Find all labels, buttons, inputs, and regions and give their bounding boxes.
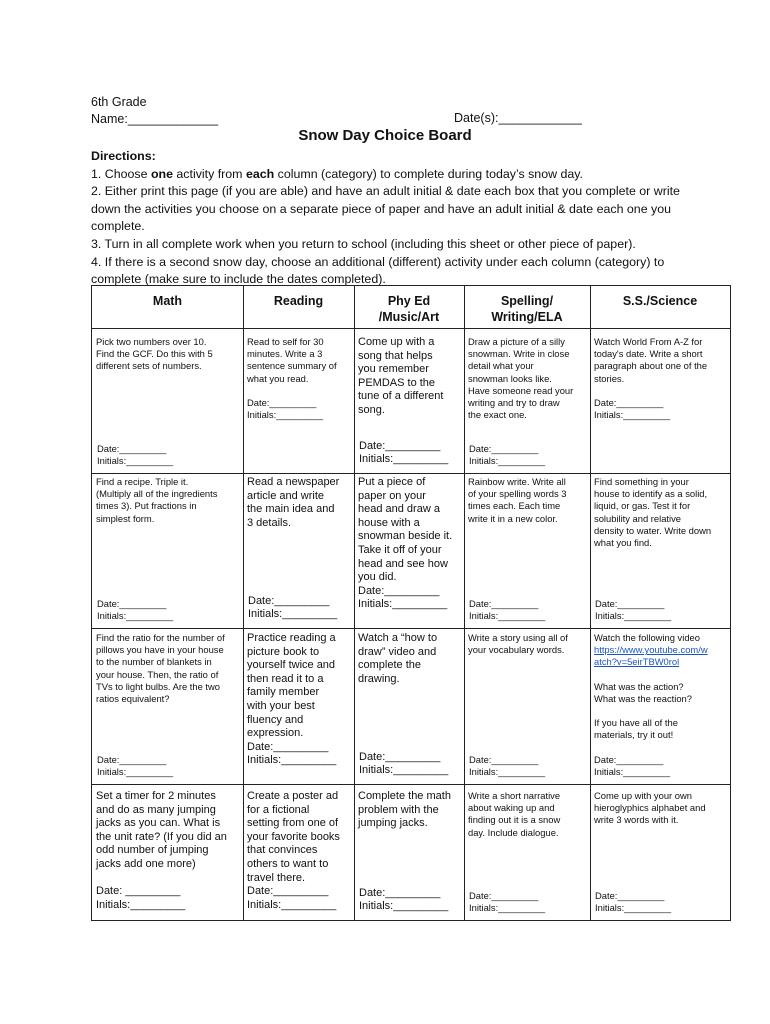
activity-text: Rainbow write. Write all of your spelling words 3 times each. Each time write it in a new color.: [468, 476, 567, 524]
activity-text: Write a short narrative about waking up and finding out it is a snow day. Include dialogue.: [468, 790, 561, 838]
activity-cell-reading-4: [243, 790, 354, 920]
date-initials-field: Date:_________ Initials:_________: [469, 442, 546, 466]
date-initials-field: Date:_________ Initials:_________: [469, 889, 546, 913]
activity-text: Come up with a song that helps you remember PEMDAS to the tune of a different song.: [358, 336, 444, 416]
activity-text: Write a story using all of your vocabulary words.: [468, 632, 568, 656]
activity-cell-phy-ed-4: [354, 790, 464, 920]
activity-cell-science-2: [590, 476, 730, 628]
direction-1-emphasis-one: one: [150, 166, 173, 181]
activity-text: Draw a picture of a silly snowman. Write in close detail what your snowman looks like. Have someone read your writing and try to draw the exact one.: [468, 336, 574, 421]
activity-text: Find the ratio for the number of pillows you have in your house to the number of blankets in your house. Then, the ratio of TVs to light bulbs. Are the two ratios equivalent?: [96, 632, 225, 705]
activity-text: Practice reading a picture book to yourself twice and then read it to a family member with your best fluency and expression. Date:_________ Initials:_________: [247, 632, 337, 767]
activity-cell-reading-1: [243, 336, 354, 473]
column-header-spelling: Spelling/ Writing/ELA: [491, 294, 563, 324]
date-initials-field: Date:_________ Initials:_________: [595, 889, 672, 913]
direction-1-text-end: column (category) to complete during today’s snow day.: [274, 166, 583, 181]
direction-4: 4. If there is a second snow day, choose an additional (different) activity under each column (category) to complete (make sure to include the dates completed).: [91, 254, 665, 287]
activity-text: Pick two numbers over 10. Find the GCF. Do this with 5 different sets of numbers.: [96, 336, 213, 372]
dates-field: Date(s):____________: [454, 111, 582, 125]
page-title: Snow Day Choice Board: [298, 127, 472, 144]
choice-board-table: [91, 285, 731, 921]
direction-1-emphasis-each: each: [245, 166, 275, 181]
video-link[interactable]: https://www.youtube.com/w atch?v=5eirTBW0rol: [594, 644, 708, 668]
date-initials-field: Date:_________ Initials:_________: [248, 594, 338, 621]
date-initials-field: Date:_________ Initials:_________: [97, 753, 174, 777]
activity-cell-math-1: [92, 336, 243, 473]
row-divider: [92, 473, 730, 474]
activity-cell-spelling-1: [464, 336, 590, 473]
activity-text: Complete the math problem with the jumping jacks.: [358, 790, 451, 830]
direction-1: [91, 166, 681, 184]
activity-text: Watch World From A-Z for today's date. Write a short paragraph about one of the stories. Date:_________ Initials:_________: [594, 336, 708, 421]
activity-text: Watch the following video: [594, 632, 700, 643]
row-divider: [92, 784, 730, 785]
activity-text: Create a poster ad for a fictional setting from one of your favorite books that convinces others to want to travel there. Date:_________ Initials:_________: [247, 790, 340, 911]
activity-cell-reading-2: [243, 476, 354, 628]
activity-cell-math-2: [92, 476, 243, 628]
activity-cell-science-3: [590, 632, 730, 784]
column-header-science: S.S./Science: [622, 294, 698, 308]
date-initials-field: Date:_________ Initials:_________: [97, 597, 174, 621]
name-field: Name:_____________: [91, 112, 219, 126]
direction-1-text: 1. Choose: [91, 166, 151, 181]
activity-text: Watch a “how to draw” video and complete the drawing.: [358, 632, 438, 685]
activity-cell-phy-ed-2: [354, 476, 464, 628]
date-initials-field: Date:_________ Initials:_________: [469, 753, 546, 777]
grade-label: 6th Grade: [91, 95, 147, 109]
activity-text: Come up with your own hieroglyphics alphabet and write 3 words with it.: [594, 790, 706, 826]
activity-cell-spelling-2: [464, 476, 590, 628]
column-header-reading: Reading: [273, 294, 324, 308]
activity-text: Find a recipe. Triple it. (Multiply all of the ingredients times 3). Put fractions in simplest form.: [96, 476, 218, 524]
date-initials-field: Date:_________ Initials:_________: [359, 886, 449, 913]
column-header-phy-ed: Phy Ed /Music/Art: [378, 294, 440, 324]
activity-text: Find something in your house to identify as a solid, liquid, or gas. Test it for solubility and relative density to water. Write down what you find.: [594, 476, 712, 549]
activity-text: Read a newspaper article and write the main idea and 3 details.: [247, 476, 340, 529]
activity-cell-science-1: [590, 336, 730, 473]
activity-followup-text: What was the action? What was the reaction? If you have all of the materials, try it out! Date:_________ Initials:_________: [594, 680, 692, 778]
activity-cell-science-4: [590, 790, 730, 920]
activity-cell-math-4: [92, 790, 243, 920]
activity-text: Read to self for 30 minutes. Write a 3 sentence summary of what you read. Date:_________ Initials:_________: [247, 336, 337, 421]
activity-cell-math-3: [92, 632, 243, 784]
row-divider: [92, 628, 730, 629]
activity-cell-spelling-4: [464, 790, 590, 920]
date-initials-field: Date:_________ Initials:_________: [359, 750, 449, 777]
activity-cell-spelling-3: [464, 632, 590, 784]
direction-1-text-mid: activity from: [172, 166, 246, 181]
row-divider: [92, 328, 730, 329]
date-initials-field: Date:_________ Initials:_________: [97, 442, 174, 466]
direction-2: 2. Either print this page (if you are able) and have an adult initial & date each box that you complete or write down the activities you choose on a separate piece of paper and have an adult initial & date each one you complete.: [91, 184, 680, 234]
column-header-math: Math: [152, 294, 183, 308]
activity-cell-phy-ed-3: [354, 632, 464, 784]
direction-3: 3. Turn in all complete work when you return to school (including this sheet or other piece of paper).: [91, 236, 636, 251]
activity-text: Set a timer for 2 minutes and do as many jumping jacks as you can. What is the unit rate? (If you did an odd number of jumping jacks add one more) Date: _________ Initials:_________: [96, 790, 227, 911]
date-initials-field: Date:_________ Initials:_________: [595, 597, 672, 621]
directions-heading: Directions:: [91, 149, 156, 163]
activity-text: Put a piece of paper on your head and draw a house with a snowman beside it. Take it off of your head and see how you did. Date:_________ Initials:_________: [358, 476, 453, 611]
directions-section: [91, 148, 681, 289]
date-initials-field: Date:_________ Initials:_________: [469, 597, 546, 621]
activity-cell-phy-ed-1: [354, 336, 464, 473]
date-initials-field: Date:_________ Initials:_________: [359, 439, 449, 466]
activity-cell-reading-3: [243, 632, 354, 784]
